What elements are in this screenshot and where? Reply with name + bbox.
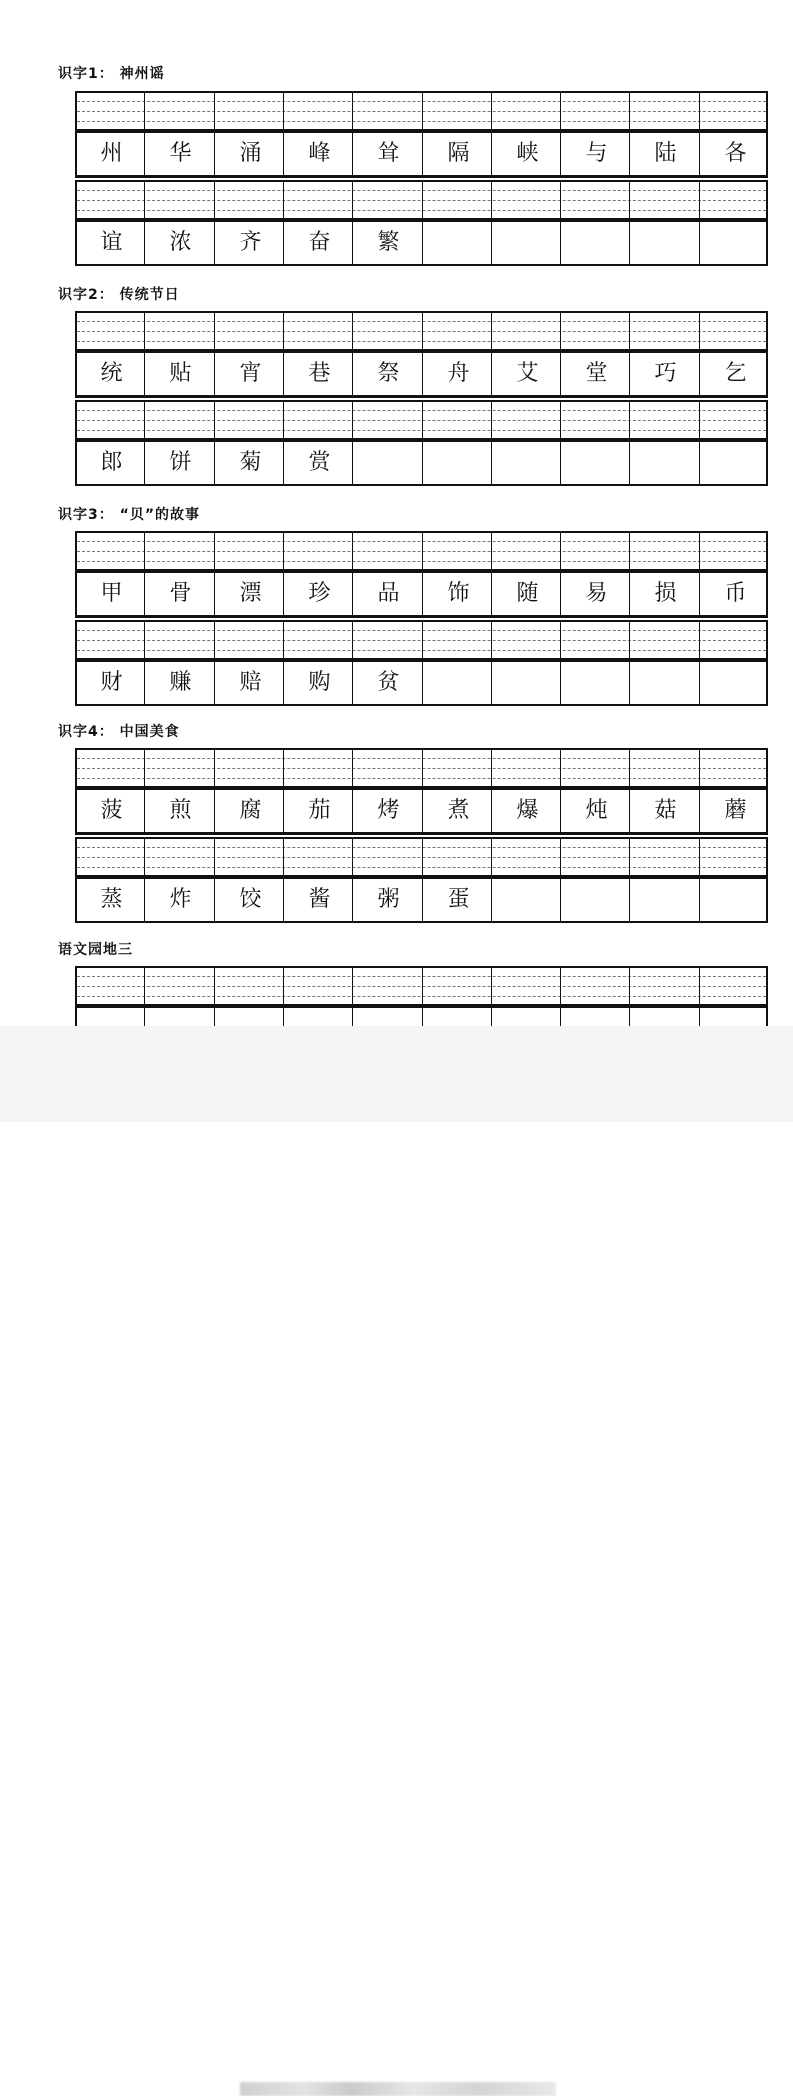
section-title: 识字4： 中国美食 [58,724,180,740]
hanzi-character: 饼 [169,450,192,475]
column-divider [491,533,492,569]
pinyin-lines [75,620,768,660]
hanzi-character: 贫 [377,670,400,695]
hanzi-character: 漂 [239,581,262,606]
column-divider [560,750,561,786]
character-boxes [75,131,768,177]
hanzi-character: 随 [516,581,539,606]
hanzi-character: 粥 [377,887,400,912]
hanzi-character: 郎 [100,450,123,475]
column-divider [560,442,561,484]
pinyin-lines [75,748,768,788]
column-divider [699,1008,700,1026]
pinyin-lines [75,91,768,131]
hanzi-character: 蛋 [447,887,470,912]
column-divider [491,662,492,704]
hanzi-character: 炸 [169,887,192,912]
hanzi-character: 州 [100,141,123,166]
hanzi-character: 茄 [308,798,331,823]
hanzi-character: 宵 [239,361,262,386]
hanzi-character: 涌 [239,141,262,166]
column-divider [352,839,353,875]
grid-row [75,837,768,923]
section-title: 语文园地三 [58,942,133,958]
column-divider [283,750,284,786]
hanzi-character: 与 [585,141,608,166]
character-boxes [75,220,768,266]
column-divider [422,402,423,438]
column-divider [629,750,630,786]
hanzi-character: 耸 [377,141,400,166]
column-divider [352,1008,353,1026]
column-divider [422,442,423,484]
section-title: 识字2： 传统节日 [58,287,180,303]
hanzi-character: 甲 [100,581,123,606]
hanzi-character: 珍 [308,581,331,606]
column-divider [699,968,700,1004]
column-divider [144,182,145,218]
column-divider [699,442,700,484]
hanzi-character: 华 [169,141,192,166]
hanzi-character: 祭 [377,361,400,386]
hanzi-character: 蘑 [724,798,747,823]
hanzi-character: 奋 [308,230,331,255]
hanzi-character: 统 [100,361,123,386]
column-divider [422,750,423,786]
column-divider [629,93,630,129]
column-divider [283,839,284,875]
column-divider [629,442,630,484]
hanzi-character: 浓 [169,230,192,255]
grid-row [75,400,768,486]
column-divider [214,622,215,658]
hanzi-character: 损 [654,581,677,606]
column-divider [629,839,630,875]
hanzi-character: 腐 [239,798,262,823]
column-divider [491,402,492,438]
hanzi-character: 赚 [169,670,192,695]
column-divider [699,879,700,921]
column-divider [214,750,215,786]
column-divider [144,750,145,786]
column-divider [491,313,492,349]
column-divider [491,750,492,786]
column-divider [560,402,561,438]
column-divider [629,968,630,1004]
column-divider [422,968,423,1004]
column-divider [144,1008,145,1026]
hanzi-character: 繁 [377,230,400,255]
hanzi-character: 峡 [516,141,539,166]
column-divider [629,313,630,349]
column-divider [560,533,561,569]
grid-row [75,620,768,706]
character-boxes [75,351,768,397]
character-boxes [75,1006,768,1026]
column-divider [699,222,700,264]
hanzi-character: 炖 [585,798,608,823]
column-divider [560,182,561,218]
hanzi-character: 赔 [239,670,262,695]
column-divider [699,402,700,438]
hanzi-character: 隔 [447,141,470,166]
hanzi-character: 堂 [585,361,608,386]
hanzi-character: 菇 [654,798,677,823]
column-divider [283,402,284,438]
column-divider [352,313,353,349]
pinyin-lines [75,837,768,877]
column-divider [144,622,145,658]
column-divider [629,222,630,264]
column-divider [422,1008,423,1026]
grid-row [75,311,768,397]
hanzi-character: 品 [377,581,400,606]
column-divider [352,622,353,658]
column-divider [629,879,630,921]
pinyin-lines [75,400,768,440]
column-divider [629,1008,630,1026]
column-divider [422,182,423,218]
column-divider [629,182,630,218]
column-divider [214,313,215,349]
hanzi-character: 齐 [239,230,262,255]
hanzi-character: 财 [100,670,123,695]
hanzi-character: 饰 [447,581,470,606]
column-divider [352,968,353,1004]
column-divider [352,182,353,218]
column-divider [629,622,630,658]
column-divider [699,662,700,704]
column-divider [629,402,630,438]
column-divider [560,1008,561,1026]
column-divider [144,533,145,569]
hanzi-character: 谊 [100,230,123,255]
character-boxes [75,440,768,486]
hanzi-character: 巷 [308,361,331,386]
hanzi-character: 巧 [654,361,677,386]
pinyin-lines [75,311,768,351]
column-divider [144,402,145,438]
hanzi-character: 饺 [239,887,262,912]
hanzi-character: 赏 [308,450,331,475]
column-divider [144,313,145,349]
column-divider [629,533,630,569]
blurred-footer-text [240,2082,556,2096]
column-divider [144,968,145,1004]
column-divider [491,442,492,484]
hanzi-character: 峰 [308,141,331,166]
column-divider [560,313,561,349]
hanzi-character: 菠 [100,798,123,823]
column-divider [422,533,423,569]
column-divider [214,93,215,129]
column-divider [283,533,284,569]
hanzi-character: 乞 [724,361,747,386]
column-divider [352,750,353,786]
column-divider [283,968,284,1004]
column-divider [699,313,700,349]
column-divider [144,93,145,129]
column-divider [560,662,561,704]
column-divider [491,222,492,264]
column-divider [214,402,215,438]
column-divider [352,93,353,129]
column-divider [214,533,215,569]
hanzi-character: 艾 [516,361,539,386]
worksheet-page [0,0,793,1026]
column-divider [699,93,700,129]
hanzi-character: 煮 [447,798,470,823]
grid-row [75,180,768,266]
grid-row [75,91,768,177]
column-divider [560,93,561,129]
hanzi-character: 菊 [239,450,262,475]
hanzi-character: 贴 [169,361,192,386]
hanzi-character: 酱 [308,887,331,912]
column-divider [491,968,492,1004]
column-divider [283,1008,284,1026]
hanzi-character: 陆 [654,141,677,166]
column-divider [560,222,561,264]
hanzi-character: 易 [585,581,608,606]
column-divider [699,839,700,875]
column-divider [491,622,492,658]
pinyin-lines [75,966,768,1006]
hanzi-character: 币 [724,581,747,606]
character-boxes [75,571,768,617]
column-divider [283,622,284,658]
character-boxes [75,877,768,923]
hanzi-character: 爆 [516,798,539,823]
column-divider [422,93,423,129]
column-divider [422,622,423,658]
column-divider [560,879,561,921]
column-divider [283,313,284,349]
hanzi-character: 蒸 [100,887,123,912]
column-divider [560,839,561,875]
hanzi-character: 烤 [377,798,400,823]
character-boxes [75,788,768,834]
hanzi-character: 购 [308,670,331,695]
hanzi-character: 骨 [169,581,192,606]
column-divider [699,622,700,658]
grid-row [75,531,768,617]
grid-row [75,748,768,834]
column-divider [352,402,353,438]
column-divider [214,968,215,1004]
column-divider [283,182,284,218]
column-divider [352,533,353,569]
section-title: 识字3： “贝”的故事 [58,507,201,523]
column-divider [422,839,423,875]
column-divider [214,839,215,875]
column-divider [560,968,561,1004]
column-divider [491,1008,492,1026]
column-divider [491,182,492,218]
section-title: 识字1： 神州谣 [58,66,165,82]
column-divider [214,1008,215,1026]
pinyin-lines [75,531,768,571]
column-divider [144,839,145,875]
hanzi-character: 煎 [169,798,192,823]
character-boxes [75,660,768,706]
column-divider [699,533,700,569]
column-divider [422,313,423,349]
column-divider [283,93,284,129]
column-divider [629,662,630,704]
hanzi-character: 舟 [447,361,470,386]
column-divider [699,182,700,218]
pinyin-lines [75,180,768,220]
hanzi-character: 各 [724,141,747,166]
grid-row [75,966,768,1026]
column-divider [214,182,215,218]
column-divider [560,622,561,658]
column-divider [491,93,492,129]
column-divider [491,839,492,875]
column-divider [699,750,700,786]
viewer-bottom-area [0,1026,793,1122]
